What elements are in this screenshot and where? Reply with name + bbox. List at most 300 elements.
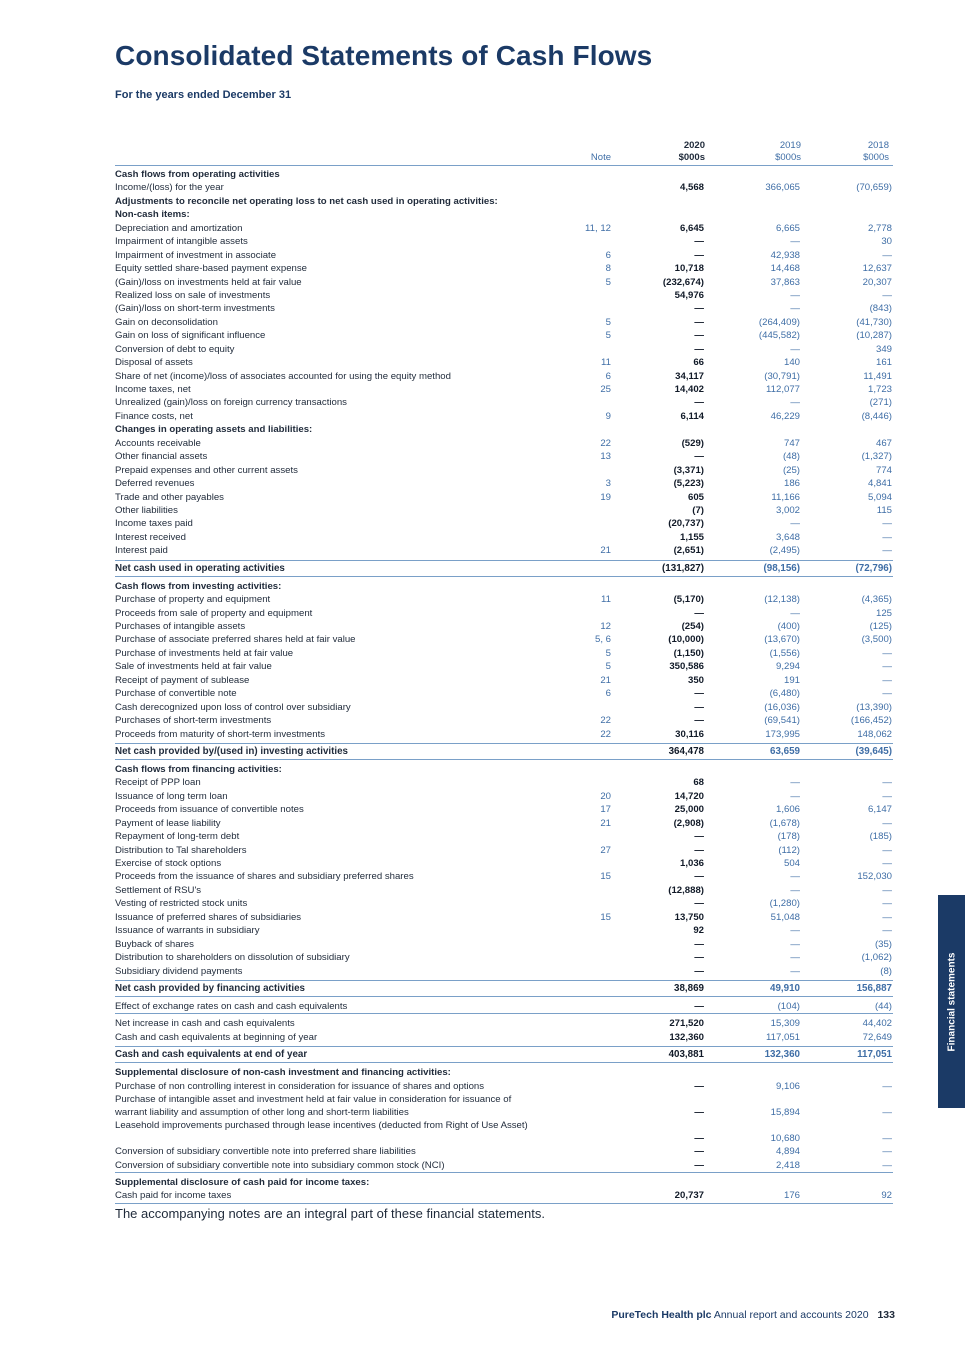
value-2018: 5,094 [867, 491, 892, 503]
value-2019: — [790, 303, 800, 315]
value-2020: — [694, 1000, 704, 1012]
value-2019: (2,495) [769, 545, 800, 557]
value-2020: (7) [692, 504, 704, 516]
value-2018: (1,062) [861, 952, 892, 964]
row-label: Purchase of investments held at fair value [115, 647, 294, 659]
value-2020: 20,737 [674, 1190, 704, 1202]
value-2019: — [790, 925, 800, 937]
value-2020: 10,718 [674, 263, 704, 275]
value-2019: 132,360 [764, 1049, 800, 1061]
value-2020: 605 [687, 491, 704, 503]
value-2019: 9,106 [775, 1080, 800, 1092]
row-label: Payment of lease liability [115, 817, 221, 829]
row-note-ref: 5 [605, 661, 611, 673]
value-2018: — [882, 249, 892, 261]
value-2020: — [694, 1080, 704, 1092]
value-2019: 46,229 [770, 410, 800, 422]
value-2019: (13,670) [764, 634, 800, 646]
row-label: Gain on deconsolidation [115, 316, 218, 328]
row-label: Other financial assets [115, 451, 208, 463]
row-note-ref: 5 [605, 647, 611, 659]
row-label: Exercise of stock options [115, 858, 222, 869]
row-label: Accounts receivable [115, 437, 201, 449]
value-2018: (72,796) [855, 562, 892, 574]
table-row [115, 181, 893, 194]
table-row [115, 1159, 893, 1173]
table-row [115, 356, 893, 369]
table-row [115, 803, 893, 816]
value-2018: — [882, 518, 892, 530]
table-row [115, 951, 893, 964]
value-2020: (10,000) [668, 634, 704, 646]
row-label: (Gain)/loss on investments held at fair value [115, 276, 302, 288]
row-note-ref: 11 [601, 357, 611, 369]
value-2018: — [882, 688, 892, 700]
value-2018: 117,051 [857, 1049, 892, 1061]
row-label: Cash derecognized upon loss of control over subsidiary [115, 701, 351, 713]
value-2020: (5,223) [673, 478, 704, 490]
row-label: Proceeds from maturity of short-term investments [115, 728, 326, 740]
value-2020: 350 [687, 674, 704, 686]
table-row [115, 728, 893, 741]
row-label: Non-cash items: [115, 209, 190, 221]
value-2018: — [882, 545, 892, 557]
row-label: Share of net (income)/loss of associates accounted for using the equity method [115, 370, 451, 382]
row-note-ref: 21 [600, 545, 611, 557]
value-2020: (5,170) [673, 594, 704, 606]
row-label: Purchases of intangible assets [115, 621, 246, 632]
row-label: Conversion of debt to equity [115, 343, 235, 355]
row-label: Impairment of investment in associate [115, 249, 277, 261]
value-2019: 6,665 [775, 222, 800, 234]
row-note-ref: 13 [600, 451, 611, 463]
value-2018: 30 [881, 236, 892, 248]
table-row [115, 911, 893, 924]
table-row [115, 477, 893, 490]
table-row [115, 262, 893, 275]
value-2020: — [694, 397, 704, 409]
value-2020: — [694, 236, 704, 248]
table-row [115, 884, 893, 897]
row-label: Effect of exchange rates on cash and cash equivalents [115, 1000, 348, 1012]
row-label: Deferred revenues [115, 478, 195, 490]
page-number: 133 [877, 1309, 895, 1321]
row-label: Distribution to Tal shareholders [115, 844, 247, 856]
value-2018: 92 [881, 1190, 892, 1202]
table-row [115, 544, 893, 557]
value-2019: 747 [783, 437, 800, 449]
value-2018: (125) [869, 621, 892, 632]
table-row [115, 1017, 893, 1030]
row-label: Net increase in cash and cash equivalents [115, 1018, 295, 1030]
value-2019: 37,863 [770, 276, 800, 288]
value-2018: — [882, 661, 892, 673]
value-2018: (1,327) [861, 451, 892, 463]
value-2019: (1,556) [769, 647, 800, 659]
year-header-2018: 2018 $000s [863, 140, 889, 163]
value-2018: — [882, 1107, 892, 1119]
value-2019: 191 [783, 674, 800, 686]
value-2018: (44) [874, 1000, 892, 1012]
row-note-ref: 5, 6 [594, 634, 611, 646]
value-2018: 20,307 [862, 276, 892, 288]
value-2020: (20,737) [668, 518, 704, 530]
table-row [115, 531, 893, 544]
value-2020: — [694, 831, 704, 843]
table-row [115, 437, 893, 450]
row-note-ref: 20 [600, 790, 611, 802]
value-2020: 13,750 [674, 911, 704, 923]
row-label: Settlement of RSU's [115, 884, 202, 896]
table-row [115, 249, 893, 262]
value-2018: (39,645) [855, 745, 892, 757]
value-2019: 51,048 [770, 911, 800, 923]
row-label: Proceeds from the issuance of shares and subsidiary preferred shares [115, 871, 414, 883]
table-row [115, 450, 893, 463]
section-heading-row [115, 208, 893, 221]
value-2020: — [694, 844, 704, 856]
value-2018: — [882, 531, 892, 543]
row-label: (Gain)/loss on short-term investments [115, 303, 275, 315]
page-title: Consolidated Statements of Cash Flows [115, 40, 653, 71]
row-label: Gain on loss of significant influence [115, 330, 266, 342]
value-2019: 186 [783, 478, 800, 490]
table-row [115, 701, 893, 714]
value-2018: — [882, 289, 892, 301]
row-note-ref: 22 [600, 715, 611, 727]
footer-report-title: Annual report and accounts 2020 [713, 1309, 869, 1321]
total-row [115, 980, 893, 997]
value-2020: 132,360 [669, 1031, 704, 1043]
value-2020: 1,155 [679, 531, 704, 543]
table-row [115, 870, 893, 883]
row-label: Impairment of intangible assets [115, 236, 248, 248]
value-2019: — [790, 777, 800, 789]
value-2018: 774 [875, 464, 892, 476]
value-2019: 49,910 [770, 982, 800, 994]
row-label: Supplemental disclosure of non-cash investment and financing activities: [115, 1067, 451, 1079]
row-note-ref: 6 [605, 688, 611, 700]
value-2020: 92 [693, 925, 704, 937]
value-2019: — [790, 343, 800, 355]
row-label: Receipt of PPP loan [115, 777, 201, 789]
value-2020: — [694, 316, 704, 328]
value-2019: — [790, 397, 800, 409]
value-2018: — [882, 1080, 892, 1092]
value-2020: (2,651) [673, 545, 704, 557]
value-2018: 467 [875, 437, 892, 449]
value-2019: 2,418 [775, 1159, 800, 1171]
section-heading-row [115, 423, 893, 436]
row-label: Finance costs, net [115, 410, 193, 422]
value-2019: (12,138) [764, 594, 800, 606]
row-label: Purchases of short-term investments [115, 715, 272, 727]
value-2018: (271) [869, 397, 892, 409]
value-2020: (254) [681, 621, 704, 632]
table-row [115, 329, 893, 342]
value-2019: — [790, 938, 800, 950]
row-label: Adjustments to reconcile net operating loss to net cash used in operating activities: [115, 195, 498, 207]
value-2019: — [790, 518, 800, 530]
value-2018: — [882, 817, 892, 829]
row-label: Distribution to shareholders on dissolution of subsidiary [115, 952, 350, 964]
table-row [115, 620, 893, 633]
value-2020: 25,000 [674, 804, 704, 816]
footnote: The accompanying notes are an integral part of these financial statements. [115, 1206, 545, 1221]
value-2019: 140 [783, 357, 800, 369]
row-note-ref: 9 [605, 410, 611, 422]
value-2020: 1,036 [679, 858, 704, 869]
table-row [115, 674, 893, 687]
row-label: Income/(loss) for the year [115, 182, 224, 194]
value-2019: (98,156) [763, 562, 800, 574]
row-label: Equity settled share-based payment expense [115, 263, 307, 275]
section-heading-row [115, 168, 893, 181]
value-2018: 44,402 [862, 1018, 892, 1030]
row-label: Sale of investments held at fair value [115, 661, 272, 673]
table-row [115, 276, 893, 289]
table-row [115, 370, 893, 383]
value-2020: — [694, 871, 704, 883]
year-header-2020: 2020 $000s [678, 140, 705, 163]
row-label: Leasehold improvements purchased through lease incentives (deducted from Right of Use Asset) [115, 1120, 528, 1132]
row-label: Net cash used in operating activities [115, 562, 285, 574]
value-2018: 12,637 [862, 263, 892, 275]
value-2019: — [790, 289, 800, 301]
value-2018: 161 [875, 357, 892, 369]
value-2018: (35) [874, 938, 892, 950]
value-2020: — [694, 701, 704, 713]
value-2018: — [882, 647, 892, 659]
value-2020: 364,478 [668, 745, 704, 757]
value-2019: — [790, 884, 800, 896]
table-row [115, 647, 893, 660]
value-2019: (48) [782, 451, 800, 463]
value-2020: (2,908) [673, 817, 704, 829]
value-2018: (166,452) [850, 715, 892, 727]
table-row [115, 965, 893, 978]
value-2019: 117,051 [766, 1031, 800, 1043]
table-row [115, 817, 893, 830]
value-2019: 504 [783, 858, 800, 869]
table-row [115, 660, 893, 673]
row-label: Supplemental disclosure of cash paid for income taxes: [115, 1177, 370, 1188]
row-label: Interest received [115, 531, 186, 543]
value-2019: 112,077 [766, 384, 800, 395]
row-note-ref: 11, 12 [585, 222, 611, 234]
row-label: Receipt of payment of sublease [115, 674, 250, 686]
value-2020: (529) [681, 437, 704, 449]
row-label: Purchase of non controlling interest in consideration for issuance of shares and options [115, 1080, 485, 1092]
table-row [115, 343, 893, 356]
section-heading-row [115, 763, 893, 776]
value-2019: (112) [778, 844, 800, 856]
page-footer [611, 1309, 895, 1321]
row-note-ref: 15 [600, 911, 611, 923]
row-label: Issuance of warrants in subsidiary [115, 925, 260, 937]
section-heading-row [115, 195, 893, 208]
value-2020: (232,674) [662, 276, 704, 288]
row-note-ref: 8 [605, 263, 611, 275]
table-row [115, 714, 893, 727]
value-2020: 68 [693, 777, 704, 789]
value-2018: — [882, 925, 892, 937]
row-label: Buyback of shares [115, 938, 194, 950]
value-2020: (12,888) [668, 884, 704, 896]
table-row [115, 607, 893, 620]
value-2019: — [790, 965, 800, 977]
year-header-2019: 2019 $000s [775, 140, 801, 163]
value-2018: (41,730) [856, 316, 892, 328]
value-2018: — [882, 911, 892, 923]
value-2019: 63,659 [770, 745, 800, 757]
table-row [115, 1093, 893, 1119]
row-label: Trade and other payables [115, 491, 224, 503]
row-label: Cash and cash equivalents at end of year [115, 1049, 308, 1061]
row-label: Net cash provided by/(used in) investing activities [115, 745, 349, 757]
value-2020: — [694, 938, 704, 950]
value-2020: 30,116 [675, 728, 704, 740]
table-row [115, 1189, 893, 1203]
value-2018: — [882, 1133, 892, 1145]
value-2020: 403,881 [668, 1049, 704, 1061]
value-2019: — [790, 236, 800, 248]
value-2018: (70,659) [856, 182, 892, 194]
table-row [115, 1031, 893, 1044]
table-row [115, 1145, 893, 1158]
row-note-ref: 6 [605, 249, 611, 261]
row-note-ref: 27 [600, 844, 611, 856]
table-row [115, 844, 893, 857]
section-heading-row [115, 1176, 893, 1189]
table-row [115, 857, 893, 870]
value-2019: (30,791) [764, 370, 800, 382]
value-2019: (69,541) [764, 715, 800, 727]
value-2019: (1,678) [769, 817, 800, 829]
value-2019: 15,309 [770, 1018, 800, 1030]
value-2018: (843) [869, 303, 892, 315]
value-2020: 14,402 [674, 384, 704, 395]
value-2018: — [882, 898, 892, 910]
table-row [115, 1119, 893, 1145]
value-2019: (1,280) [769, 898, 800, 910]
row-label: Purchase of property and equipment [115, 594, 271, 606]
row-note-ref: 11 [601, 594, 611, 606]
table-row [115, 1000, 893, 1014]
value-2020: — [694, 343, 704, 355]
section-heading-row [115, 580, 893, 593]
total-row [115, 743, 893, 760]
table-row [115, 464, 893, 477]
value-2018: — [882, 790, 892, 802]
table-row [115, 396, 893, 409]
table-row [115, 491, 893, 504]
section-heading-row [115, 1066, 893, 1079]
value-2019: 10,680 [770, 1133, 800, 1145]
value-2019: (6,480) [769, 688, 800, 700]
value-2020: — [694, 1159, 704, 1171]
table-row [115, 289, 893, 302]
value-2018: (8) [880, 965, 892, 977]
value-2018: — [882, 884, 892, 896]
row-note-ref: 22 [600, 437, 611, 449]
value-2018: — [882, 1159, 892, 1171]
value-2018: 152,030 [857, 871, 892, 883]
table-row [115, 1080, 893, 1093]
value-2019: 42,938 [770, 249, 800, 261]
row-label: Prepaid expenses and other current assets [115, 464, 298, 476]
row-label: Repayment of long-term debt [115, 831, 240, 843]
value-2018: 1,723 [867, 384, 892, 395]
value-2020: 350,586 [669, 661, 704, 673]
value-2019: (178) [777, 831, 800, 843]
value-2020: — [694, 898, 704, 910]
cash-flow-table [115, 168, 893, 1207]
row-label: Issuance of preferred shares of subsidiaries [115, 911, 302, 923]
value-2019: 11,166 [771, 491, 800, 503]
table-row [115, 383, 893, 396]
table-row [115, 504, 893, 517]
value-2018: — [882, 674, 892, 686]
page-subtitle: For the years ended December 31 [115, 89, 292, 101]
value-2018: (13,390) [856, 701, 892, 713]
row-label: Vesting of restricted stock units [115, 898, 248, 910]
value-2018: (10,287) [856, 330, 892, 342]
value-2020: 14,720 [674, 790, 704, 802]
table-row [115, 593, 893, 606]
row-note-ref: 15 [600, 871, 611, 883]
value-2019: (25) [782, 464, 800, 476]
side-tab-label: Financial statements [946, 952, 957, 1051]
value-2018: 115 [876, 504, 892, 516]
value-2020: 38,869 [674, 982, 704, 994]
table-row [115, 790, 893, 803]
value-2018: (4,365) [861, 594, 892, 606]
value-2018: — [882, 777, 892, 789]
row-note-ref: 5 [605, 316, 611, 328]
section-side-tab[interactable] [938, 895, 965, 1108]
row-label: Cash flows from operating activities [115, 169, 280, 180]
value-2020: — [694, 1133, 704, 1145]
value-2020: — [694, 330, 704, 342]
row-note-ref: 21 [600, 674, 611, 686]
value-2018: 2,778 [867, 222, 892, 234]
table-row [115, 222, 893, 235]
value-2020: 34,117 [675, 370, 704, 382]
row-note-ref: 3 [605, 478, 611, 490]
row-label: Other liabilities [115, 504, 178, 516]
row-note-ref: 12 [600, 621, 611, 632]
value-2018: 156,887 [856, 982, 892, 994]
value-2018: (8,446) [861, 410, 892, 422]
row-note-ref: 6 [605, 370, 611, 382]
value-2018: 11,491 [863, 370, 892, 382]
value-2018: 6,147 [867, 804, 892, 816]
row-note-ref: 19 [600, 491, 611, 503]
table-row [115, 316, 893, 329]
value-2020: — [694, 303, 704, 315]
table-row [115, 897, 893, 910]
footer-brand: PureTech Health plc [611, 1309, 712, 1321]
value-2018: 4,841 [867, 478, 892, 490]
value-2019: 3,648 [775, 531, 800, 543]
row-label: Unrealized (gain)/loss on foreign currency transactions [115, 397, 347, 409]
row-label: Interest paid [115, 545, 168, 557]
table-row [115, 517, 893, 530]
value-2018: — [882, 858, 892, 869]
value-2018: (185) [869, 831, 892, 843]
row-label: Proceeds from issuance of convertible notes [115, 804, 304, 816]
